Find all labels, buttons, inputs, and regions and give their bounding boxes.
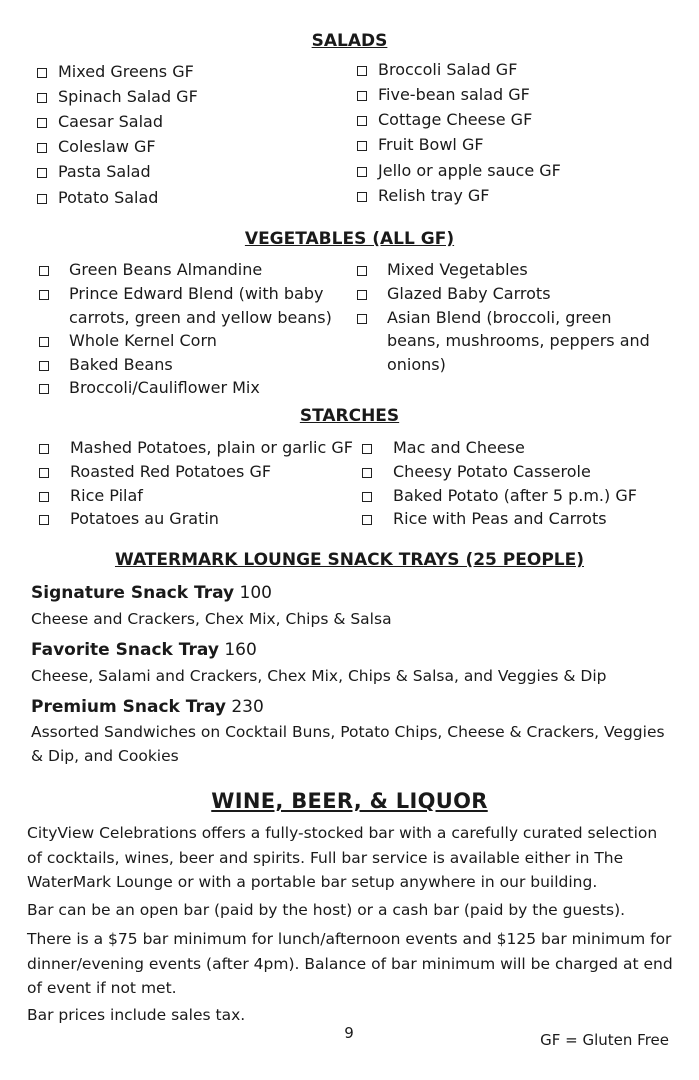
snack-tray-title (31, 583, 272, 603)
snack-tray-name: Signature Snack Tray (31, 583, 235, 603)
checkbox-icon[interactable] (357, 141, 367, 151)
snack-tray-price: 230 (231, 697, 264, 717)
checkbox-icon[interactable] (357, 192, 367, 202)
checkbox-icon[interactable] (39, 492, 49, 502)
checkbox-icon[interactable] (37, 194, 47, 204)
checkbox-icon[interactable] (39, 266, 49, 276)
snack-tray-name: Premium Snack Tray (31, 697, 226, 717)
checkbox-icon[interactable] (37, 93, 47, 103)
checkbox-icon[interactable] (39, 515, 49, 525)
snack-tray-price: 160 (224, 640, 257, 660)
bar-paragraph: CityView Celebrations offers a fully-stocked bar with a carefully curated selection of cocktails, wines, beer and spirits. Full bar service is available either in The WaterMark Lounge or with a portable bar setup anywhere in our building. (27, 824, 658, 891)
checkbox-icon[interactable] (362, 515, 372, 525)
vegetables-heading: VEGETABLES (ALL GF) (244, 229, 455, 249)
bar-paragraph: Bar prices include sales tax. (27, 1006, 246, 1024)
checkbox-icon[interactable] (357, 116, 367, 126)
checkbox-icon[interactable] (37, 68, 47, 78)
snack-trays-heading: WATERMARK LOUNGE SNACK TRAYS (25 PEOPLE) (114, 550, 584, 570)
checkbox-icon[interactable] (37, 168, 47, 178)
checkbox-icon[interactable] (39, 384, 49, 394)
checkbox-icon[interactable] (39, 468, 49, 478)
menu-page: SALADS Mixed Greens GF Spinach Salad GF Caesar Salad Coleslaw GF Pasta Salad Potato Salad Broccoli Salad GF Five-bean salad GF Cottage Cheese GF Fruit Bowl GF Jello or apple sauce GF Relish tray GF VEGETABLES (ALL GF) Green Beans Almandine Prince Edward Blend (with baby carrots, green and yellow beans) Whole Kernel Corn Baked Beans Broccoli/Cauliflower Mix Mixed Vegetables Glazed Baby Carrots Asian Blend (broccoli, green beans, mushrooms, peppers and onions) STARCHES Mashed Potatoes, plain or garlic GF Roasted Red Potatoes GF Rice Pilaf Potatoes au Gratin Mac and Cheese Cheesy Potato Casserole Baked Potato (after 5 p.m.) GF Rice with Peas and Carrots WATERMARK LOUNGE SNACK TRAYS (25 PEOPLE) Signature Snack Tray 100 Cheese and Crackers, Chex Mix, Chips & Salsa Favorite Snack Tray 160 Cheese, Salami and Crackers, Chex Mix, Chips & Salsa, and Veggies & Dip Premium Snack Tray 230 Assorted Sandwiches on Cocktail Buns, Potato Chips, Cheese & Crackers, Veggies & Dip, and Cookies WINE, BEER, & LIQUOR CityView Celebrations offers a fully-stocked bar with a carefully curated selection of cocktails, wines, beer and spirits. Full bar service is available either in The WaterMark Lounge or with a portable bar setup anywhere in our building. Bar can be an open bar (paid by the host) or a cash bar (paid by the guests). There is a $75 bar minimum for lunch/afternoon events and $125 bar minimum for dinner/evening events (after 4pm). Balance of bar minimum will be charged at end of event if not met. Bar prices include sales tax. 9 GF = Gluten Free (0, 0, 699, 1080)
checkbox-icon[interactable] (362, 444, 372, 454)
snack-tray-description: Cheese and Crackers, Chex Mix, Chips & Salsa (31, 610, 392, 628)
checkbox-icon[interactable] (357, 91, 367, 101)
snack-tray-title (31, 640, 257, 660)
gluten-free-legend: GF = Gluten Free (540, 1031, 669, 1049)
starches-heading: STARCHES (299, 406, 400, 426)
checkbox-icon[interactable] (357, 167, 367, 177)
bar-paragraph: Bar can be an open bar (paid by the host) or a cash bar (paid by the guests). (27, 901, 626, 919)
snack-tray-description: Cheese, Salami and Crackers, Chex Mix, Chips & Salsa, and Veggies & Dip (31, 667, 607, 685)
checkbox-icon[interactable] (39, 337, 49, 347)
checkbox-icon[interactable] (37, 143, 47, 153)
snack-tray-price: 100 (239, 583, 272, 603)
page-number: 9 (344, 1024, 354, 1042)
snack-tray-title (31, 697, 264, 717)
checkbox-icon[interactable] (39, 290, 49, 300)
checkbox-icon[interactable] (357, 290, 367, 300)
checkbox-icon[interactable] (357, 266, 367, 276)
checkbox-icon[interactable] (362, 468, 372, 478)
checkbox-icon[interactable] (39, 444, 49, 454)
checkbox-icon[interactable] (357, 314, 367, 324)
checkbox-icon[interactable] (37, 118, 47, 128)
checkbox-icon[interactable] (357, 66, 367, 76)
snack-tray-description: Assorted Sandwiches on Cocktail Buns, Potato Chips, Cheese & Crackers, Veggies & Dip, and Cookies (31, 723, 665, 765)
checkbox-icon[interactable] (362, 492, 372, 502)
bar-heading: WINE, BEER, & LIQUOR (211, 789, 488, 813)
snack-tray-name: Favorite Snack Tray (31, 640, 219, 660)
bar-paragraph: There is a $75 bar minimum for lunch/afternoon events and $125 bar minimum for dinner/evening events (after 4pm). Balance of bar minimum will be charged at end of event if not met. (27, 930, 673, 997)
salads-heading: SALADS (311, 31, 388, 51)
checkbox-icon[interactable] (39, 361, 49, 371)
